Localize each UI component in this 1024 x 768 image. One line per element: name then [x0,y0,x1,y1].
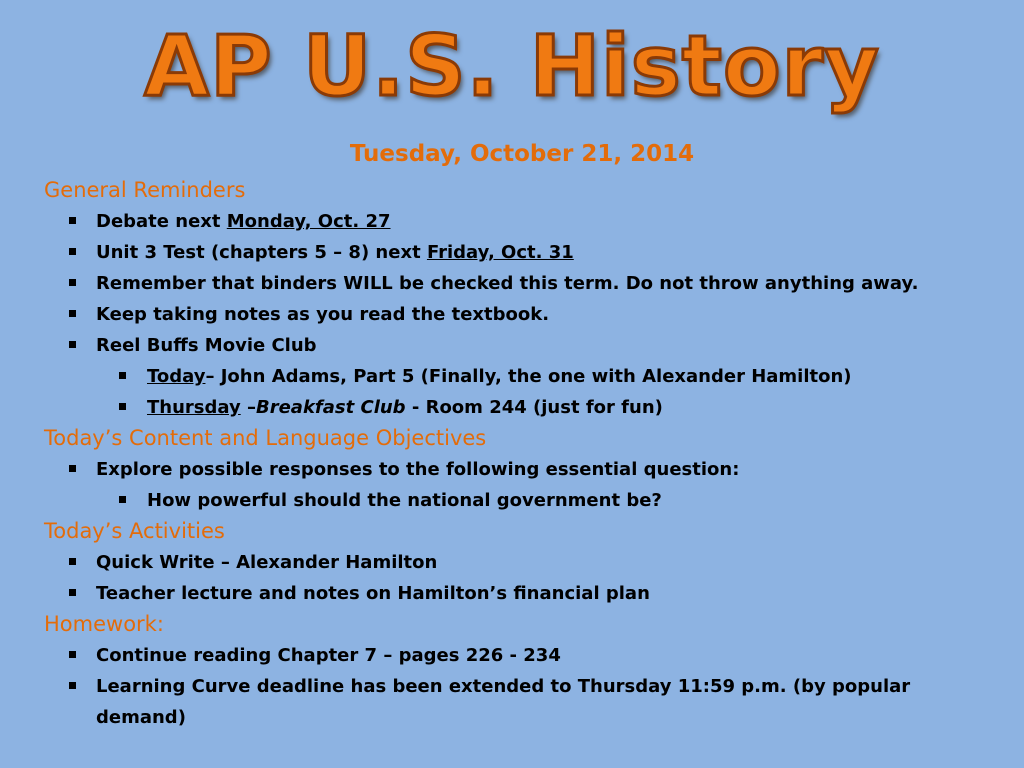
movie-today-text: – John Adams, Part 5 (Finally, the one with Alexander Hamilton) [205,366,852,387]
objectives-heading: Today’s Content and Language Objectives [44,426,487,450]
unit-test-text: Unit 3 Test (chapters 5 – 8) next [96,242,427,263]
homework-heading: Homework: [44,612,164,636]
movie-thursday-title: Breakfast Club [256,397,406,418]
activity-item: Quick Write – Alexander Hamilton [44,547,1004,578]
activities-heading: Today’s Activities [44,519,225,543]
homework-item: Continue reading Chapter 7 – pages 226 - 234 [44,640,1004,671]
reminder-unit-test [44,237,1004,268]
objective-question: How powerful should the national government be? [44,485,1004,516]
unit-test-date: Friday, Oct. 31 [426,242,574,263]
reminder-binders: Remember that binders WILL be checked this term. Do not throw anything away. [44,268,1004,299]
debate-text: Debate next [96,211,227,232]
reminder-debate [44,206,1004,237]
general-reminders-heading: General Reminders [44,178,246,202]
slide-date: Tuesday, October 21, 2014 [349,141,695,167]
movie-club-thursday [44,392,1004,423]
movie-thursday-day: Thursday [147,397,241,418]
slide-content [44,175,1004,733]
movie-club-today [44,361,1004,392]
debate-date: Monday, Oct. 27 [226,211,391,232]
movie-thursday-dash: – [240,397,256,418]
movie-thursday-text: - Room 244 (just for fun) [405,397,663,418]
reminder-movie-club: Reel Buffs Movie Club [44,330,1004,361]
movie-today-day: Today [147,366,206,387]
reminder-notes: Keep taking notes as you read the textbook. [44,299,1004,330]
activity-item: Teacher lecture and notes on Hamilton’s financial plan [44,578,1004,609]
slide-title: AP U.S. History [144,17,880,115]
homework-item: Learning Curve deadline has been extended to Thursday 11:59 p.m. (by popular demand) [44,671,976,733]
objective-explore: Explore possible responses to the following essential question: [44,454,1004,485]
